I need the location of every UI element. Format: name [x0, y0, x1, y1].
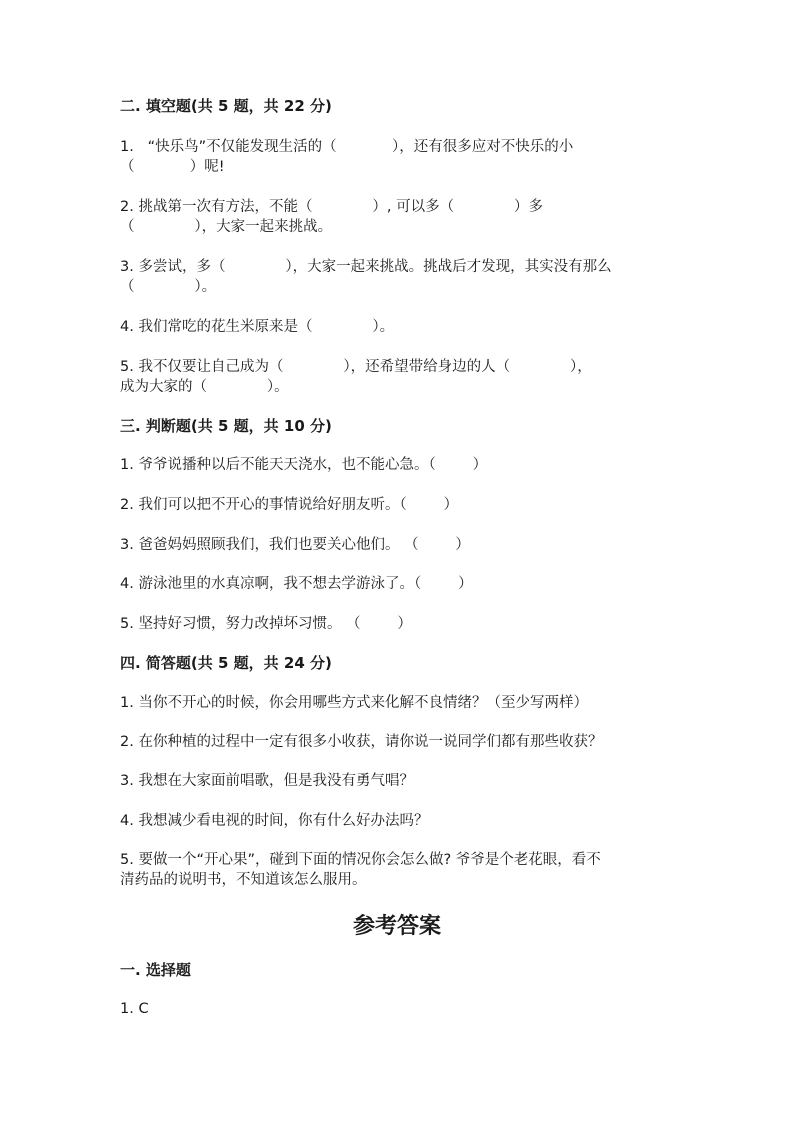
fill-in-question-5: 5. 我不仅要让自己成为（ ），还希望带给身边的人（ ）， 成为大家的（ ）。: [120, 359, 592, 395]
true-false-question-3: 3. 爸爸妈妈照顾我们，我们也要关心他们。 （ ）: [120, 537, 470, 553]
answer-item-1: 1. C: [120, 1001, 149, 1017]
section-short-answer-title: 四. 简答题(共 5 题，共 24 分): [120, 654, 332, 672]
fill-in-question-3: 3. 多尝试，多（ ），大家一起来挑战。挑战后才发现，其实没有那么 （ ）。: [120, 259, 612, 295]
section-fill-in-title: 二. 填空题(共 5 题，共 22 分): [120, 97, 332, 115]
fill-in-question-4: 4. 我们常吃的花生米原来是（ ）。: [120, 319, 395, 335]
true-false-question-4: 4. 游泳池里的水真凉啊，我不想去学游泳了。（ ）: [120, 576, 473, 592]
short-answer-question-1: 1. 当你不开心的时候，你会用哪些方式来化解不良情绪？（至少写两样）: [120, 695, 588, 711]
true-false-question-2: 2. 我们可以把不开心的事情说给好朋友听。（ ）: [120, 497, 459, 513]
fill-in-question-1: 1. “快乐鸟”不仅能发现生活的（ ），还有很多应对不快乐的小 （ ）呢!: [120, 139, 574, 175]
fill-in-question-2: 2. 挑战第一次有方法，不能（ ）, 可以多（ ）多 （ ），大家一起来挑战。: [120, 199, 543, 235]
short-answer-question-4: 4. 我想减少看电视的时间，你有什么好办法吗？: [120, 813, 429, 829]
short-answer-question-3: 3. 我想在大家面前唱歌，但是我没有勇气唱？: [120, 773, 414, 789]
short-answer-question-5: 5. 要做一个“开心果”，碰到下面的情况你会怎么做? 爷爷是个老花眼，看不 清药品的说明书，不知道该怎么服用。: [120, 852, 601, 888]
true-false-question-5: 5. 坚持好习惯，努力改掉坏习惯。 （ ）: [120, 616, 412, 632]
answer-key-heading: 参考答案: [352, 913, 441, 939]
short-answer-question-2: 2. 在你种植的过程中一定有很多小收获，请你说一说同学们都有那些收获？: [120, 734, 603, 750]
section-true-false-title: 三. 判断题(共 5 题，共 10 分): [120, 417, 332, 435]
true-false-question-1: 1. 爷爷说播种以后不能天天浇水，也不能心急。（ ）: [120, 457, 488, 473]
answer-section-title: 一. 选择题: [120, 961, 191, 979]
